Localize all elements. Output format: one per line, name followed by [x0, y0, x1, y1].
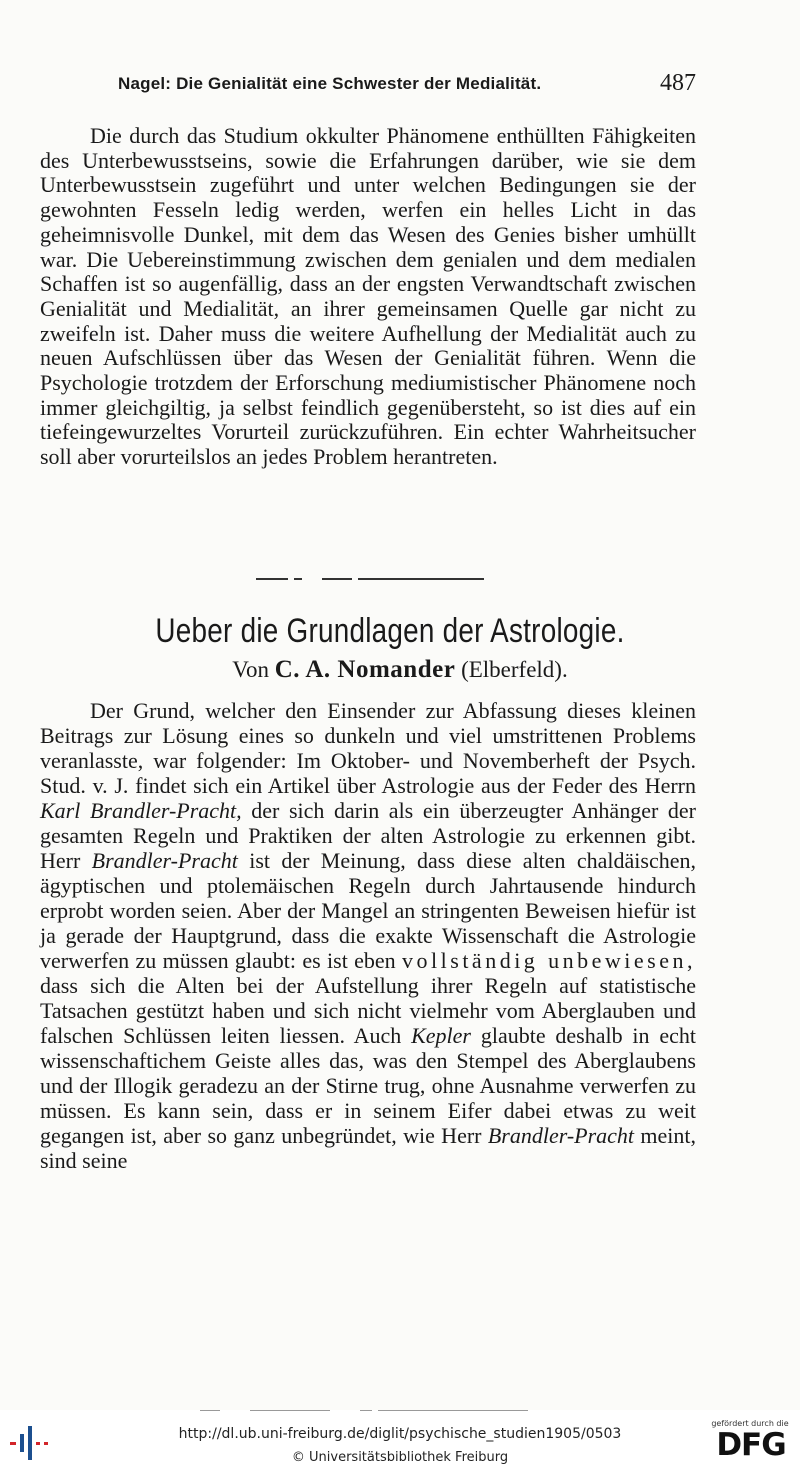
footer-rule — [200, 1410, 220, 1411]
funding-note: gefördert durch die — [711, 1419, 789, 1428]
person-name-italic: Brandler-Pracht — [487, 1123, 635, 1148]
article-byline — [80, 656, 720, 684]
page-number: 487 — [660, 70, 696, 96]
separator-rule — [322, 578, 352, 580]
author-name: C. A. Nomander — [274, 656, 456, 683]
running-title: Nagel: Die Genialität eine Schwester der Medialität. — [118, 74, 542, 93]
library-logo-icon — [6, 1422, 56, 1462]
dfg-logo: DFG — [716, 1427, 786, 1463]
separator-rule — [358, 578, 484, 580]
person-name-italic: Karl Brandler-Pracht, — [40, 798, 242, 823]
text-run: ist der Meinung, dass diese alten chaldäischen, ägyptischen und ptolemäischen Regeln durch Jahrtausende hindurch erprobt worden seien. Aber der Mangel an stringenten Beweisen hiefür ist ja gerade der Hauptgrund, dass die exakte Wissenschaft die Astrologie verwerfen zu müssen glaubt: es ist eben — [40, 848, 696, 973]
source-url-link[interactable]: http://dl.ub.uni-freiburg.de/diglit/psychische_studien1905/0503 — [178, 1426, 622, 1442]
separator-rule — [256, 578, 288, 580]
person-name-italic: Kepler — [411, 1023, 471, 1048]
copyright-notice: © Universitätsbibliothek Freiburg — [291, 1450, 509, 1465]
page-header — [40, 68, 700, 102]
byline-location: (Elberfeld). — [461, 657, 568, 682]
footer-rule — [250, 1410, 330, 1411]
separator-rule — [294, 578, 302, 580]
text-run: der sich darin als ein überzeugter Anhänger der gesamten Regeln und Praktiken der alten Astrologie zu erkennen gibt. Herr — [40, 798, 696, 873]
person-name-italic: Brandler-Pracht — [91, 848, 238, 873]
paragraph-text: Die durch das Studium okkulter Phänomene enthüllten Fähigkeiten des Unterbewusstseins, sowie die Erfahrungen darüber, wie sie dem Unterbewusstsein zugeführt und unter welchen Bedingungen sie der gewohnten Fesseln ledig werden, werfen ein helles Licht in das geheimnisvolle Dunkel, mit dem das Wesen des Genies bisher umhüllt war. Die Uebereinstimmung zwischen dem genialen und dem medialen Schaffen ist so augenfällig, dass an der engsten Verwandtschaft zwischen Genialität und Medialität, an ihrer gemeinsamen Quelle gar nicht zu zweifeln ist. Daher muss die weitere Aufhellung der Medialität auch zu neuen Aufschlüssen über das Wesen der Genialität führen. Wenn die Psychologie trotzdem der Erforschung mediumistischer Phänomene noch immer gleichgiltig, ja selbst feindlich gegenübersteht, so ist dies auf ein tiefeingewurzeltes Vorurteil zurückzuführen. Ein echter Wahrheitsucher soll aber vorurteilslos an jedes Problem herantreten. — [40, 123, 696, 470]
text-run: meint, sind seine — [40, 1123, 697, 1173]
article-paragraph — [40, 698, 696, 1173]
article-body — [40, 698, 696, 1173]
footer-rule — [360, 1410, 372, 1411]
article-title: Ueber die Grundlagen der Astrologie. — [155, 612, 625, 650]
byline-prefix: Von — [232, 657, 269, 682]
text-run: glaubte deshalb in echt wissenschaftichem Geiste alles das, was den Stempel des Aberglaubens und der Illogik geradezu an der Stirne trug, ohne Ausnahme verwerfen zu müssen. Es kann sein, dass er in seinem Eifer dabei etwas zu weit gegangen ist, aber so ganz unbegründet, wie Herr — [40, 1023, 697, 1148]
text-run: dass sich die Alten bei der Aufstellung ihrer Regeln auf statistische Tatsachen gestützt haben und sich nicht vielmehr vom Aberglauben und falschen Schlüssen leiten liessen. Auch — [40, 973, 696, 1048]
paragraph-nagel-conclusion — [40, 124, 696, 470]
spaced-emphasis: vollständig unbewiesen, — [402, 948, 696, 973]
footer-rule — [378, 1410, 528, 1411]
text-run: Der Grund, welcher den Einsender zur Abfassung dieses kleinen Beitrags zur Lösung eines so dunkeln und viel umstrittenen Problems veranlasste, war folgender: Im Oktober- und Novemberheft der Psych. Stud. v. J. findet sich ein Artikel über Astrologie aus der Feder des Herrn — [40, 698, 696, 798]
